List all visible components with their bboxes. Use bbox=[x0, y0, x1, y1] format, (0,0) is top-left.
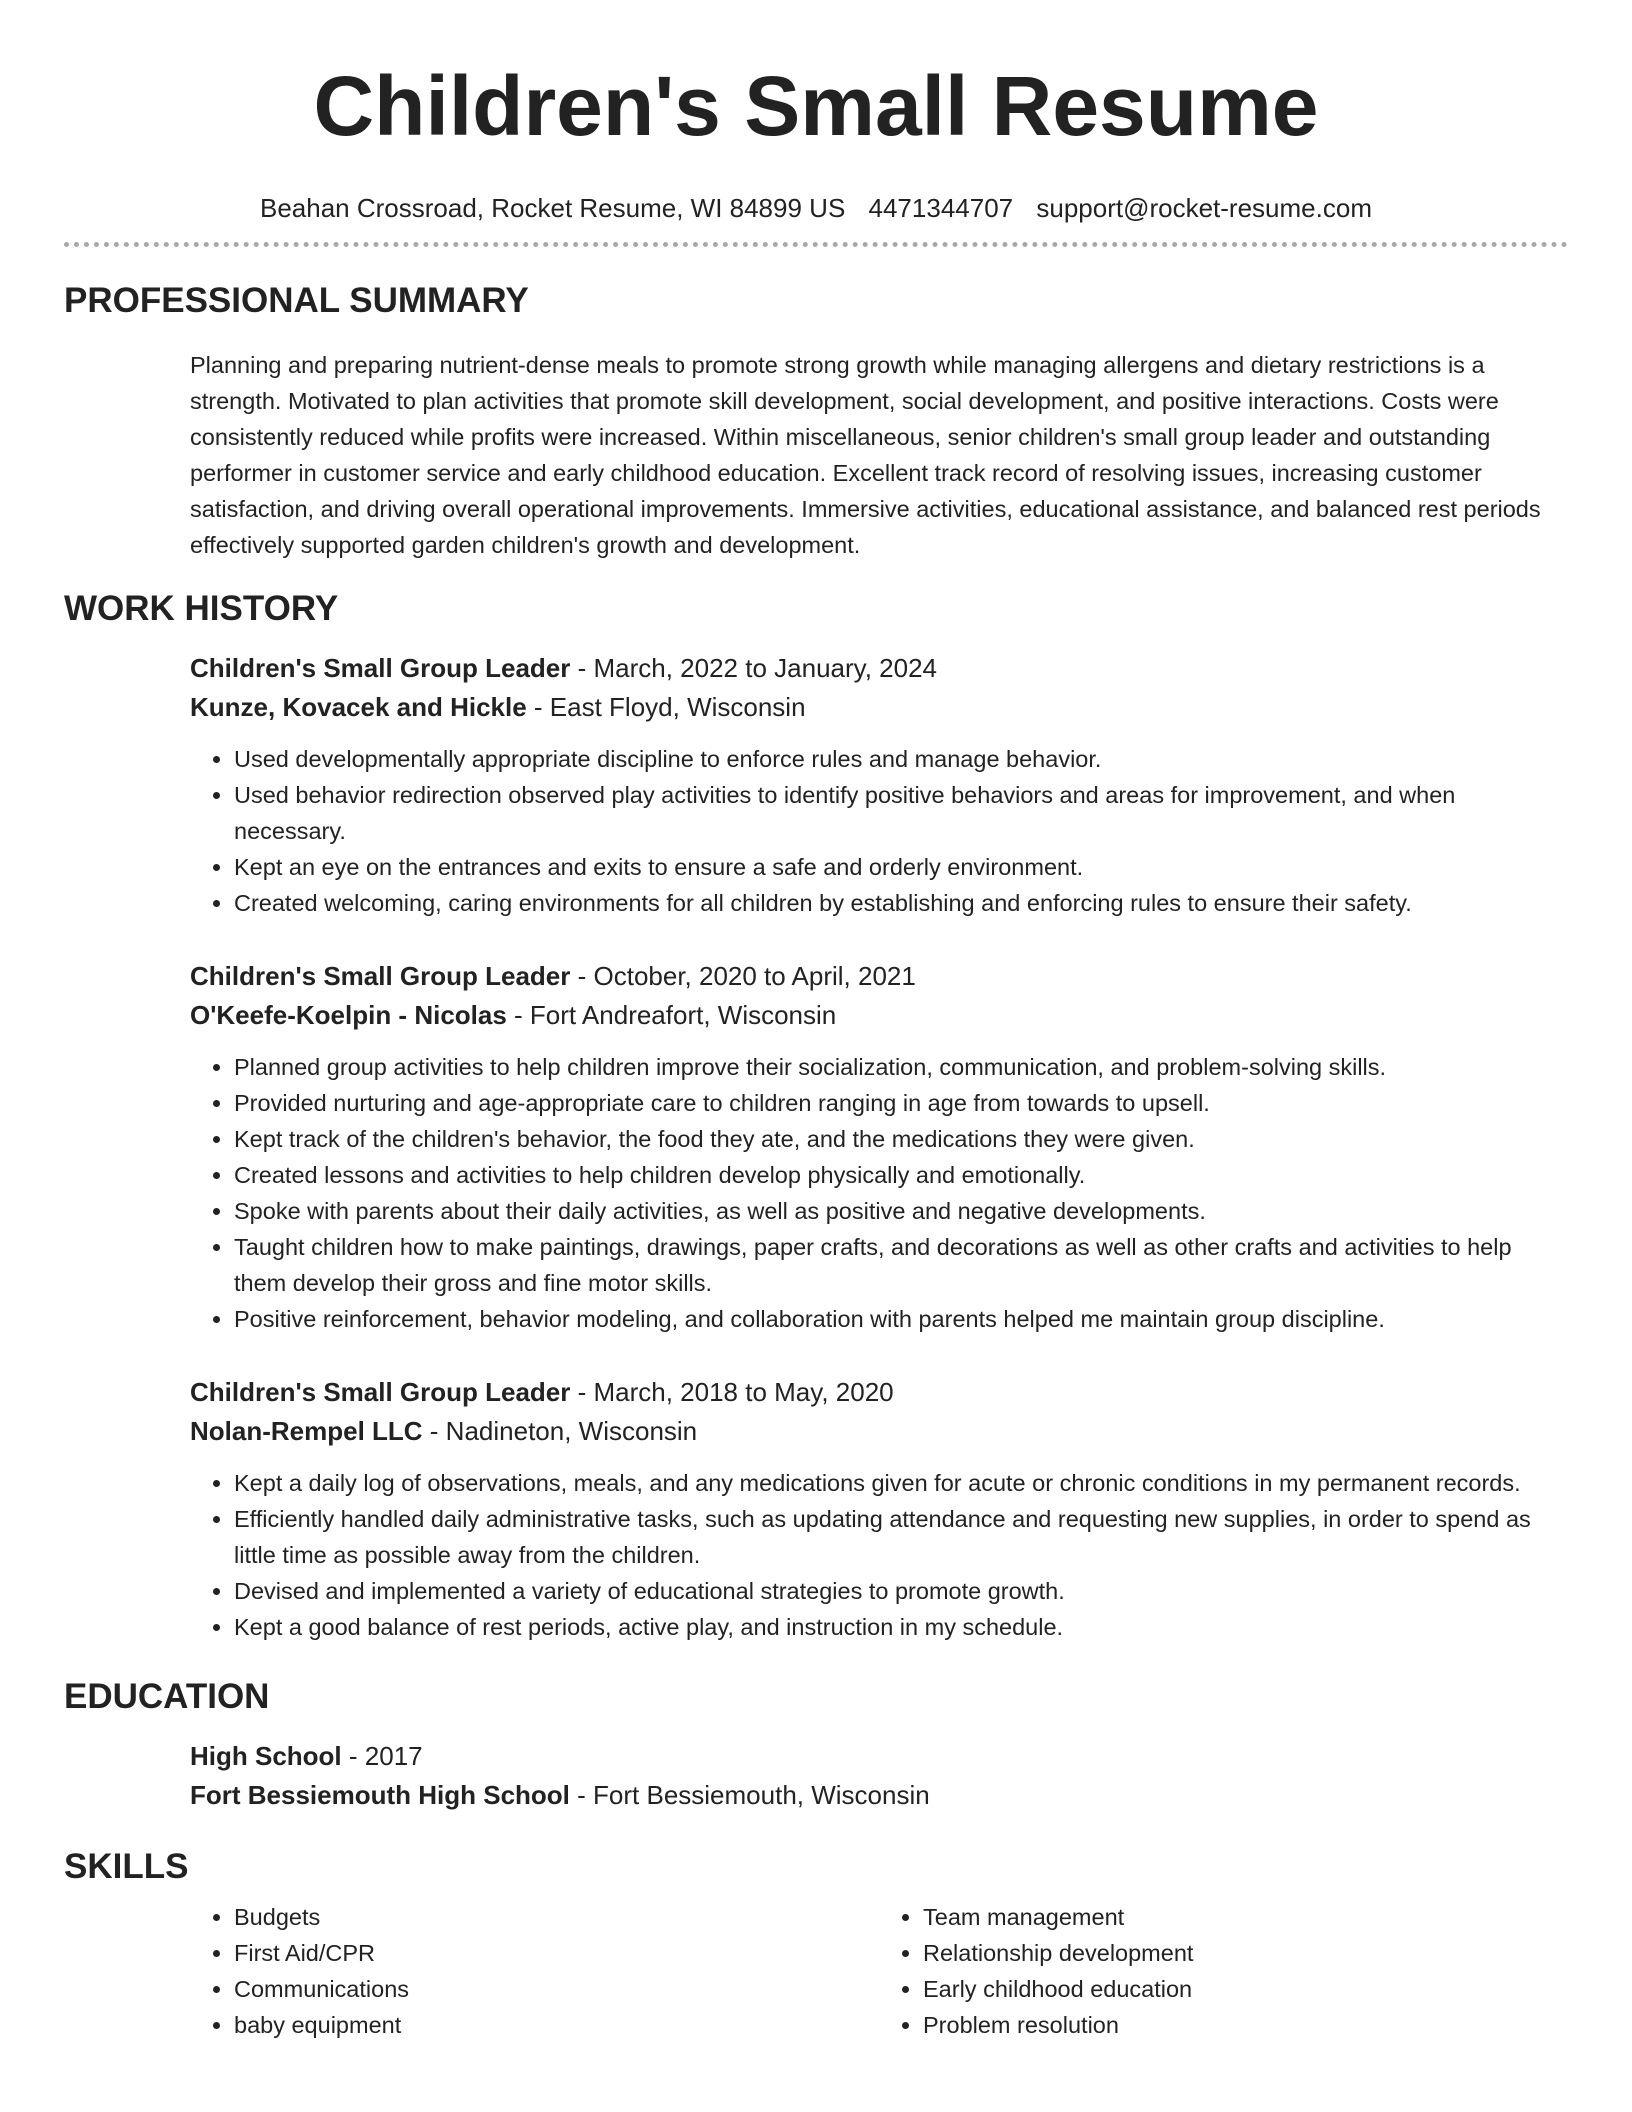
education-school-line bbox=[190, 1776, 1568, 1815]
job-role: Children's Small Group Leader bbox=[190, 961, 571, 991]
skills-section bbox=[190, 1899, 1568, 2043]
resume-name: Children's Small Resume bbox=[313, 59, 1319, 153]
skill-item: • First Aid/CPR bbox=[234, 1935, 879, 1971]
summary-heading: PROFESSIONAL SUMMARY bbox=[64, 281, 529, 320]
job-entry bbox=[190, 957, 1568, 1337]
work-history-heading: WORK HISTORY bbox=[64, 589, 339, 628]
job-bullet: • Planned group activities to help children improve their socialization, communication, and problem-solving skills. bbox=[234, 1049, 1568, 1085]
job-bullet: • Kept a daily log of observations, meals, and any medications given for acute or chronic conditions in my permanent records. bbox=[234, 1465, 1568, 1501]
job-bullet: • Kept track of the children's behavior, the food they ate, and the medications they were given. bbox=[234, 1121, 1568, 1157]
job-entry bbox=[190, 649, 1568, 921]
education-year: - 2017 bbox=[341, 1741, 423, 1771]
job-location: - Fort Andreafort, Wisconsin bbox=[506, 1000, 837, 1030]
job-title-line bbox=[190, 1373, 1568, 1412]
education-degree-line bbox=[190, 1737, 1568, 1776]
contact-phone: 4471344707 bbox=[868, 193, 1014, 223]
contact-address: Beahan Crossroad, Rocket Resume, WI 84899 US bbox=[260, 193, 846, 223]
skills-heading: SKILLS bbox=[64, 1847, 189, 1886]
job-dates: - October, 2020 to April, 2021 bbox=[570, 961, 916, 991]
job-dates: - March, 2018 to May, 2020 bbox=[570, 1377, 894, 1407]
job-company-line bbox=[190, 1412, 1568, 1451]
summary-section bbox=[190, 347, 1568, 563]
header-divider bbox=[64, 242, 1568, 247]
contact-email[interactable]: support@rocket-resume.com bbox=[1036, 193, 1372, 223]
skills-list-right bbox=[879, 1899, 1568, 2043]
job-company-line bbox=[190, 688, 1568, 727]
job-bullet: • Efficiently handled daily administrative tasks, such as updating attendance and requesting new supplies, in order to spend as little time as possible away from the children. bbox=[234, 1501, 1568, 1573]
summary-text: Planning and preparing nutrient-dense meals to promote strong growth while managing allergens and dietary restrictions is a strength. Motivated to plan activities that promote skill development, social development, and positive interactions. Costs were consistently reduced while profits were increased. Within miscellaneous, senior children's small group leader and outstanding performer in customer service and early childhood education. Excellent track record of resolving issues, increasing customer satisfaction, and driving overall operational improvements. Immersive activities, educational assistance, and balanced rest periods effectively supported garden children's growth and development. bbox=[190, 352, 1541, 558]
job-role: Children's Small Group Leader bbox=[190, 1377, 571, 1407]
job-bullet: • Spoke with parents about their daily activities, as well as positive and negative developments. bbox=[234, 1193, 1568, 1229]
education-school: Fort Bessiemouth High School bbox=[190, 1780, 570, 1810]
skill-item: • Relationship development bbox=[923, 1935, 1568, 1971]
skills-list-left bbox=[190, 1899, 879, 2043]
education-section bbox=[190, 1737, 1568, 1815]
education-location: - Fort Bessiemouth, Wisconsin bbox=[569, 1780, 930, 1810]
job-dates: - March, 2022 to January, 2024 bbox=[570, 653, 938, 683]
job-role: Children's Small Group Leader bbox=[190, 653, 571, 683]
job-location: - East Floyd, Wisconsin bbox=[526, 692, 806, 722]
job-bullet: • Devised and implemented a variety of educational strategies to promote growth. bbox=[234, 1573, 1568, 1609]
education-heading: EDUCATION bbox=[64, 1677, 270, 1716]
contact-line bbox=[64, 192, 1568, 224]
skill-item: • Budgets bbox=[234, 1899, 879, 1935]
job-bullet: • Taught children how to make paintings, drawings, paper crafts, and decorations as well as other crafts and activities to help them develop their gross and fine motor skills. bbox=[234, 1229, 1568, 1301]
skill-item: • baby equipment bbox=[234, 2007, 879, 2043]
job-bullet: • Positive reinforcement, behavior modeling, and collaboration with parents helped me maintain group discipline. bbox=[234, 1301, 1568, 1337]
job-bullet: • Used behavior redirection observed play activities to identify positive behaviors and areas for improvement, and when necessary. bbox=[234, 777, 1568, 849]
job-title-line bbox=[190, 957, 1568, 996]
job-bullet: • Created welcoming, caring environments for all children by establishing and enforcing rules to ensure their safety. bbox=[234, 885, 1568, 921]
job-company: O'Keefe-Koelpin - Nicolas bbox=[190, 1000, 507, 1030]
job-bullets bbox=[190, 741, 1568, 921]
job-company-line bbox=[190, 996, 1568, 1035]
job-bullets bbox=[190, 1465, 1568, 1645]
job-location: - Nadineton, Wisconsin bbox=[422, 1416, 698, 1446]
job-company: Nolan-Rempel LLC bbox=[190, 1416, 423, 1446]
job-company: Kunze, Kovacek and Hickle bbox=[190, 692, 527, 722]
job-bullet: • Kept an eye on the entrances and exits to ensure a safe and orderly environment. bbox=[234, 849, 1568, 885]
skill-item: • Team management bbox=[923, 1899, 1568, 1935]
job-bullet: • Used developmentally appropriate discipline to enforce rules and manage behavior. bbox=[234, 741, 1568, 777]
job-title-line bbox=[190, 649, 1568, 688]
job-bullet: • Provided nurturing and age-appropriate care to children ranging in age from towards to upsell. bbox=[234, 1085, 1568, 1121]
skill-item: • Communications bbox=[234, 1971, 879, 2007]
skill-item: • Early childhood education bbox=[923, 1971, 1568, 2007]
job-bullets bbox=[190, 1049, 1568, 1337]
education-degree: High School bbox=[190, 1741, 342, 1771]
work-history-section bbox=[190, 649, 1568, 1645]
skill-item: • Problem resolution bbox=[923, 2007, 1568, 2043]
job-bullet: • Kept a good balance of rest periods, active play, and instruction in my schedule. bbox=[234, 1609, 1568, 1645]
job-bullet: • Created lessons and activities to help children develop physically and emotionally. bbox=[234, 1157, 1568, 1193]
job-entry bbox=[190, 1373, 1568, 1645]
